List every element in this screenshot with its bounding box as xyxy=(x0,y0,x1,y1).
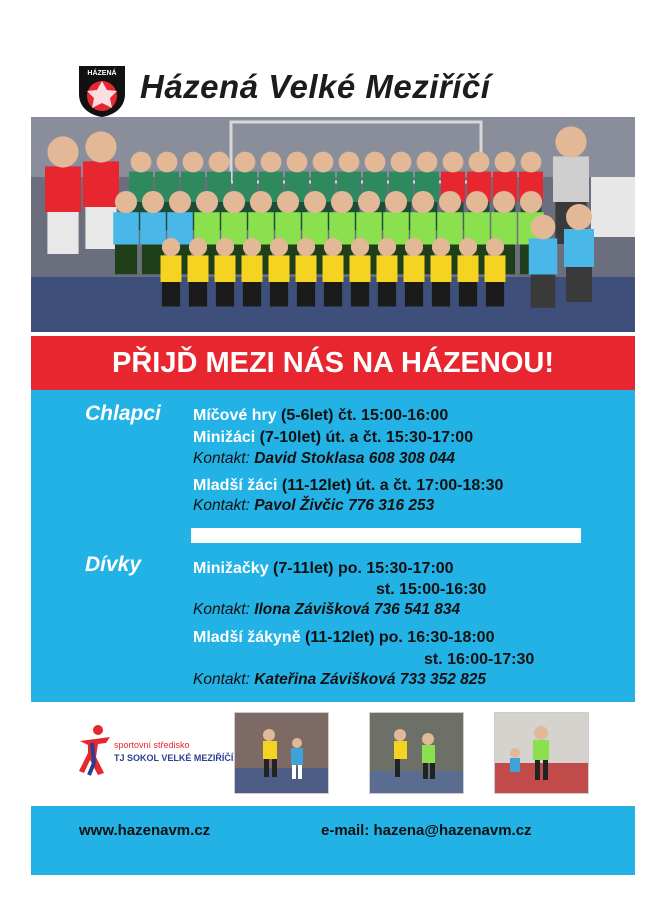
contact-younger-boys: Kontakt: Pavol Živčic 776 316 253 xyxy=(193,497,435,514)
training-schedule-panel xyxy=(31,390,635,702)
contact-younger-girls: Kontakt: Kateřina Závišková 733 352 825 xyxy=(193,671,486,688)
category-girls: Dívky xyxy=(85,553,142,576)
schedule-mini-girls-2: st. 15:00-16:30 xyxy=(376,581,487,598)
schedule-younger-girls: Mladší žákyně (11-12let) po. 16:30-18:00 xyxy=(193,629,495,646)
team-photo xyxy=(31,117,635,332)
action-photo-1 xyxy=(234,712,329,794)
schedule-younger-boys: Mladší žáci (11-12let) út. a čt. 17:00-18:30 xyxy=(193,477,504,494)
club-logo xyxy=(76,64,128,118)
logo-text: HÁZENÁ xyxy=(87,70,117,77)
sponsor-logo xyxy=(76,723,234,777)
sponsor-line1: sportovní středisko xyxy=(114,740,190,750)
website-link[interactable]: www.hazenavm.cz xyxy=(79,822,211,839)
sokol-figure-icon xyxy=(76,723,116,777)
page-title: Házená Velké Meziříčí xyxy=(140,68,491,105)
action-photo-3 xyxy=(494,712,589,794)
footer xyxy=(31,806,635,875)
contact-mini-boys: Kontakt: David Stoklasa 608 308 044 xyxy=(193,450,455,467)
contact-mini-girls: Kontakt: Ilona Závišková 736 541 834 xyxy=(193,601,461,618)
category-boys: Chlapci xyxy=(85,402,161,425)
schedule-ball-games: Míčové hry (5-6let) čt. 15:00-16:00 xyxy=(193,407,449,424)
schedule-mini-girls: Minižačky (7-11let) po. 15:30-17:00 xyxy=(193,560,454,577)
schedule-mini-boys: Minižáci (7-10let) út. a čt. 15:30-17:00 xyxy=(193,429,474,446)
email-link[interactable]: e-mail: hazena@hazenavm.cz xyxy=(321,822,532,839)
banner-title: PŘIJĎ MEZI NÁS NA HÁZENOU! xyxy=(31,336,635,390)
sponsor-line2: TJ SOKOL VELKÉ MEZIŘÍČÍ xyxy=(114,753,234,763)
divider xyxy=(191,528,581,543)
schedule-younger-girls-2: st. 16:00-17:30 xyxy=(424,651,535,668)
action-photo-2 xyxy=(369,712,464,794)
